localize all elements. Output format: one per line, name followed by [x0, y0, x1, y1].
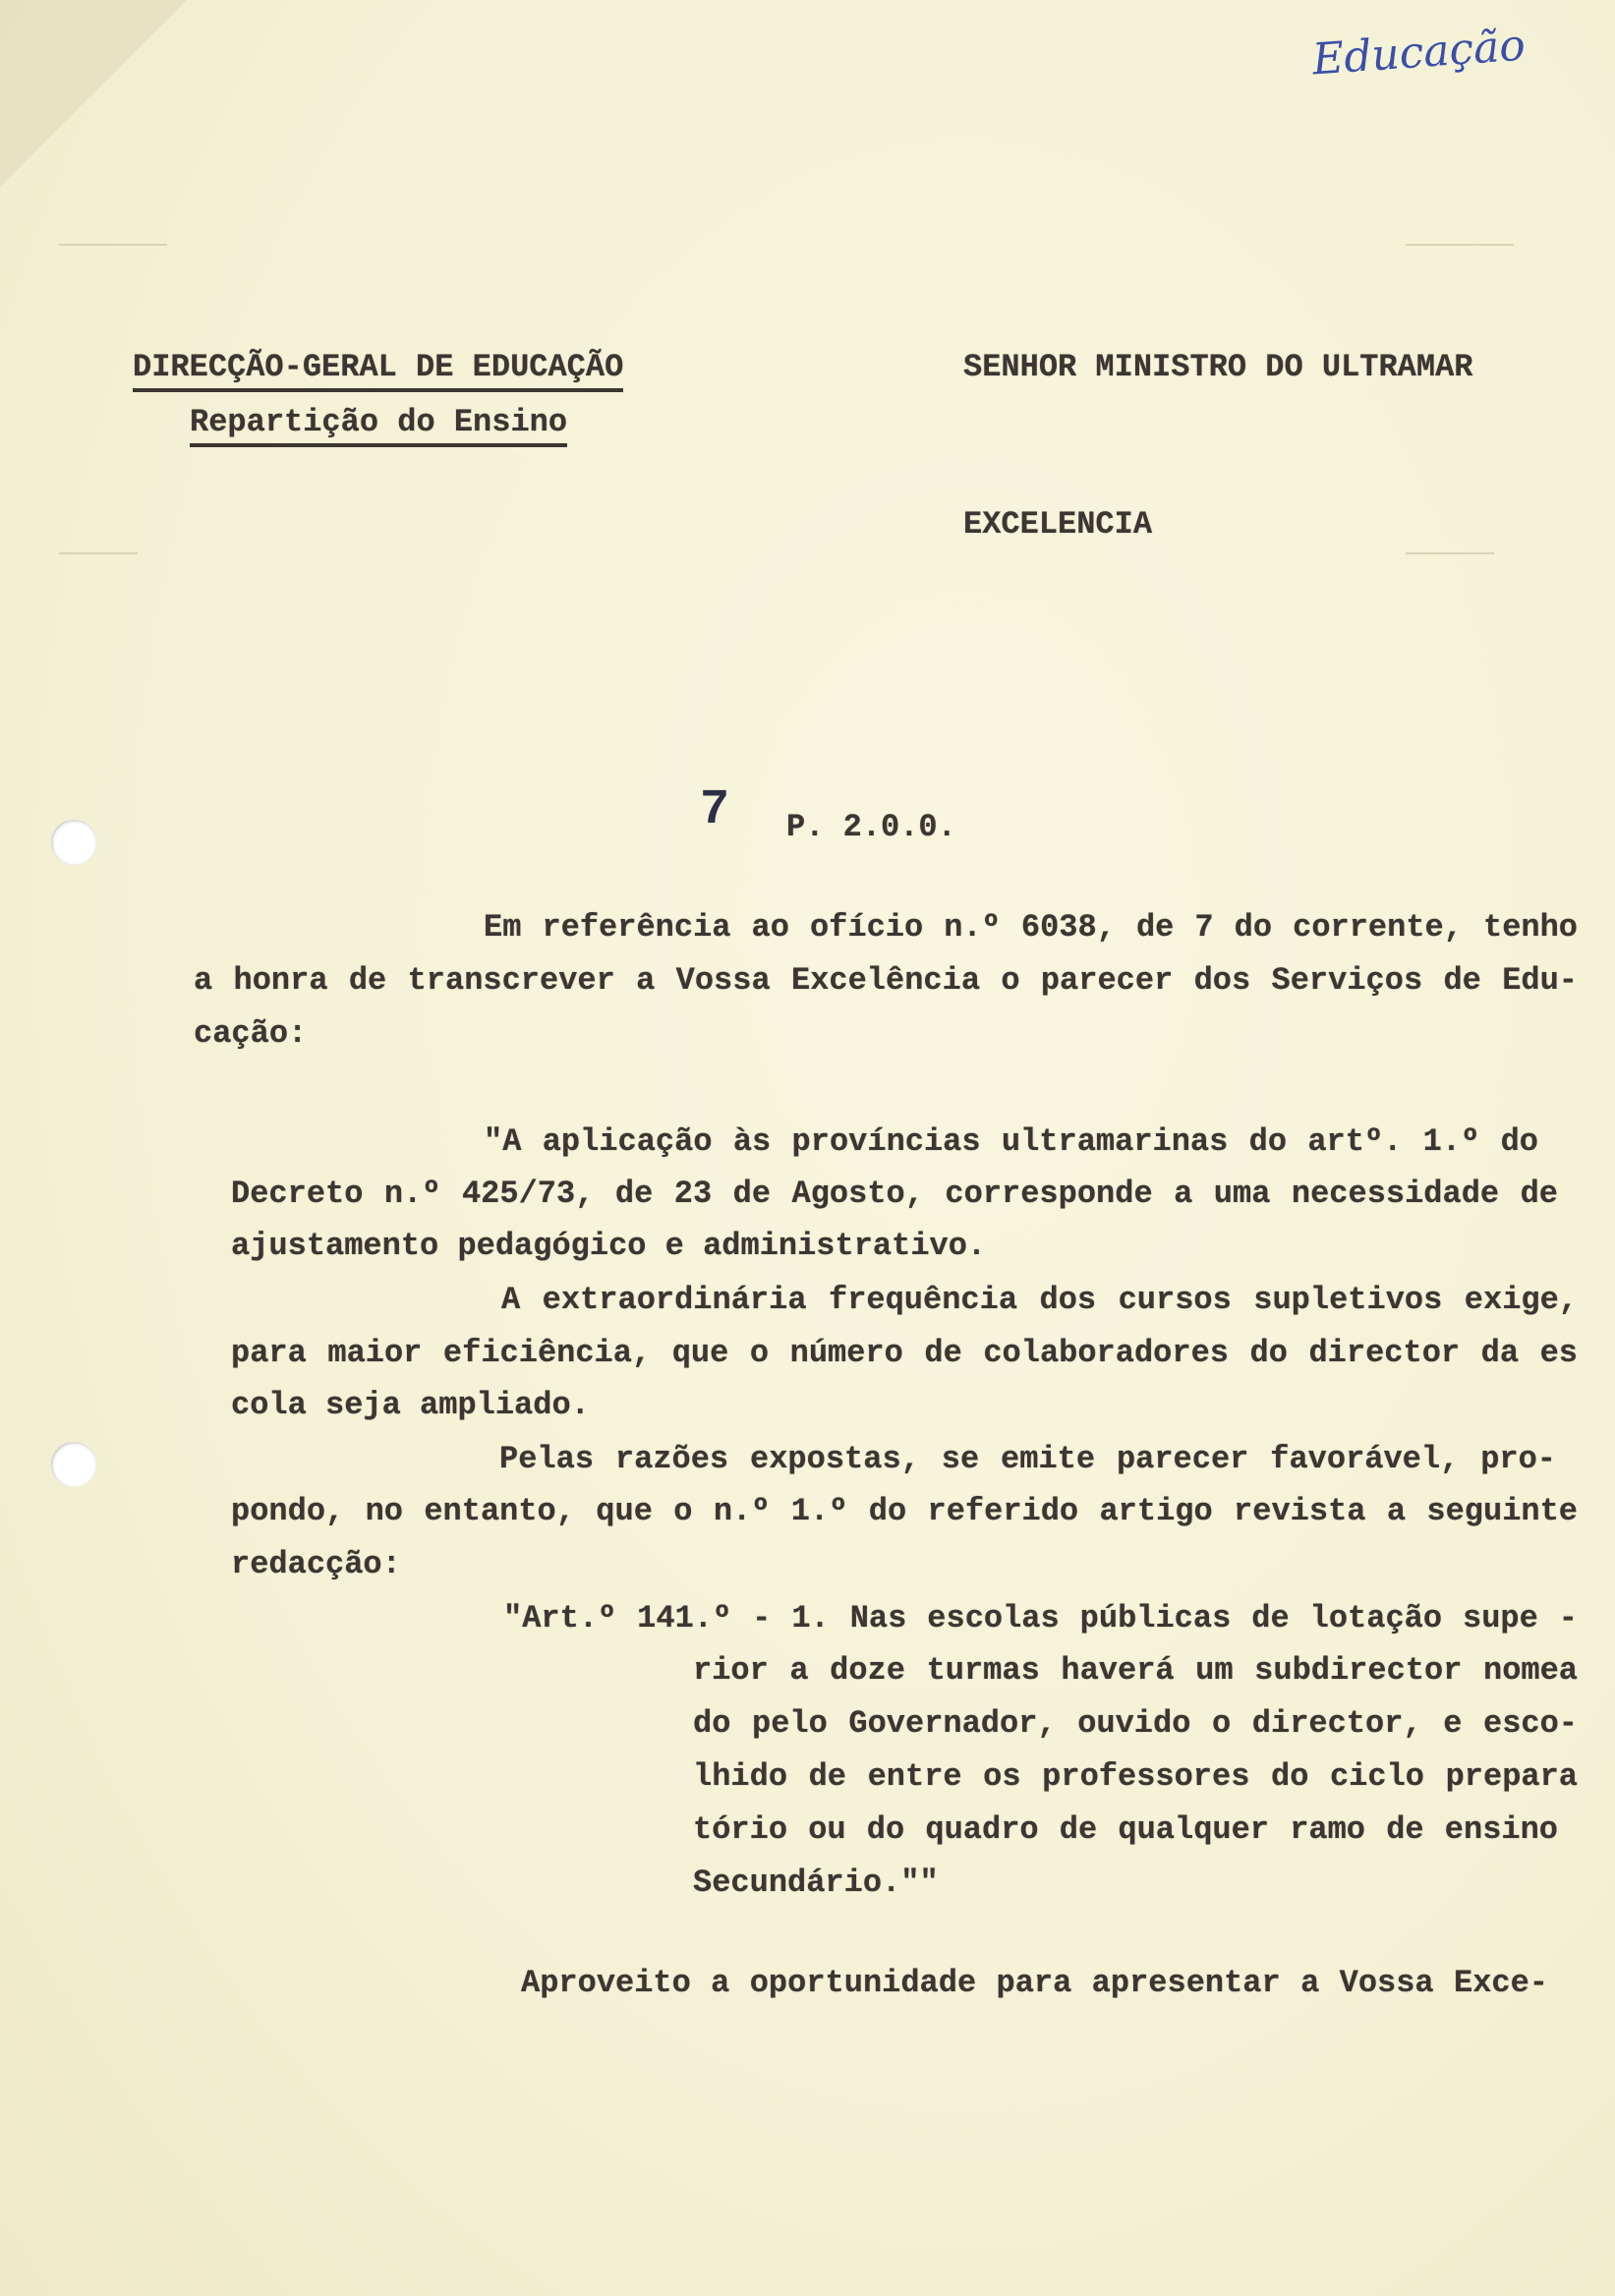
folded-corner [0, 0, 187, 187]
text-line: "A aplicação às províncias ultramarinas do artº. 1.º do [484, 1123, 1538, 1160]
text-line: pondo, no entanto, que o n.º 1.º do referido artigo revista a seguinte [231, 1493, 1578, 1529]
text-line: Em referência ao ofício n.º 6038, de 7 do corrente, tenho [484, 909, 1578, 946]
text-line: cola seja ampliado. [231, 1387, 590, 1423]
punch-hole [51, 820, 96, 865]
faint-mark [59, 244, 167, 246]
salutation: EXCELENCIA [963, 506, 1153, 543]
text-line: Pelas razões expostas, se emite parecer favorável, pro- [499, 1441, 1556, 1477]
text-line: lhido de entre os professores do ciclo prepara [693, 1758, 1578, 1795]
text-line: Decreto n.º 425/73, de 23 de Agosto, corresponde a uma necessidade de [231, 1176, 1558, 1212]
handwritten-note: Educação [1310, 20, 1528, 86]
text-line: tório ou do quadro de qualquer ramo de ensino [693, 1811, 1558, 1848]
text-line: do pelo Governador, ouvido o director, e esco- [693, 1705, 1578, 1742]
closing-line: Aproveito a oportunidade para apresentar a Vossa Exce- [521, 1965, 1548, 2001]
text-line: a honra de transcrever a Vossa Excelência o parecer dos Serviços de Edu- [194, 962, 1578, 999]
punch-hole [51, 1442, 96, 1487]
text-line: A extraordinária frequência dos cursos supletivos exige, [501, 1282, 1578, 1318]
faint-mark [1406, 244, 1514, 246]
faint-mark [59, 552, 138, 554]
text-line: rior a doze turmas haverá um subdirector nomea [693, 1652, 1578, 1689]
section-heading: Repartição do Ensino [190, 404, 567, 447]
text-line: redacção: [231, 1546, 401, 1582]
text-line: Secundário."" [693, 1865, 939, 1901]
text-line: ajustamento pedagógico e administrativo. [231, 1228, 987, 1264]
text-line: para maior eficiência, que o número de colaboradores do director da es [231, 1335, 1578, 1371]
department-heading: DIRECÇÃO-GERAL DE EDUCAÇÃO [133, 349, 623, 392]
text-line: cação: [194, 1015, 308, 1052]
faint-mark [1406, 552, 1494, 554]
reference-number: 7 [700, 782, 730, 838]
text-line: "Art.º 141.º - 1. Nas escolas públicas de lotação supe - [503, 1600, 1578, 1636]
addressee: SENHOR MINISTRO DO ULTRAMAR [963, 349, 1473, 385]
reference-code: P. 2.0.0. [786, 809, 956, 845]
